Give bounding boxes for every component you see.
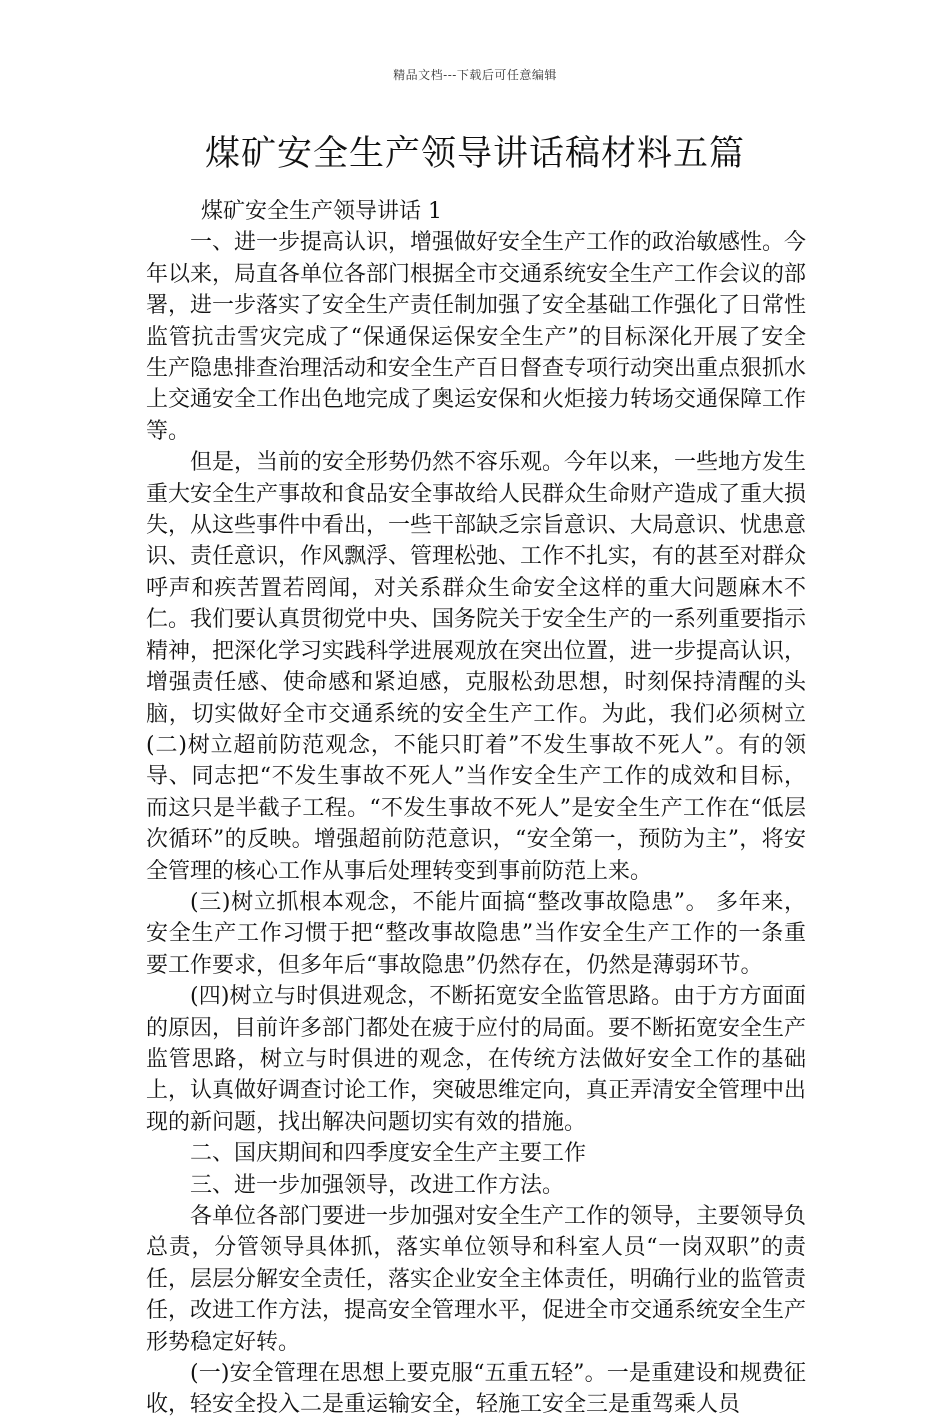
- document-title: 煤矿安全生产领导讲话稿材料五篇: [204, 134, 745, 174]
- paragraph: 一、进一步提高认识，增强做好安全生产工作的政治敏感性。今年以来，局直各单位各部门根据全市交通系统安全生产工作会议的部署，进一步落实了安全生产责任制加强了安全基础工作强化了日常性监管抗击雪灾完成了“保通保运保安全生产”的目标深化开展了安全生产隐患排查治理活动和安全生产百日督查专项行动突出重点狠抓水上交通安全工作出色地完成了奥运安保和火炬接力转场交通保障工作等。: [146, 230, 807, 444]
- paragraph: 各单位各部门要进一步加强对安全生产工作的领导，主要领导负总责，分管领导具体抓，落实单位领导和科室人员“一岗双职”的责任，层层分解安全责任，落实企业安全主体责任，明确行业的监管责任，改进工作方法，提高安全管理水平，促进全市交通系统安全生产形势稳定好转。: [146, 1204, 807, 1355]
- header-note: 精品文档---下载后可任意编辑: [393, 68, 557, 82]
- section-heading: 煤矿安全生产领导讲话 1: [201, 199, 442, 224]
- paragraph: 三、进一步加强领导，改进工作方法。: [190, 1172, 565, 1198]
- paragraph: (三)树立抓根本观念，不能片面搞“整改事故隐患”。 多年来，安全生产工作习惯于把“整改事故隐患”当作安全生产工作的一条重要工作要求，但多年后“事故隐患”仍然存在，仍然是薄弱环节。: [146, 889, 806, 978]
- paragraph: (四)树立与时俱进观念，不断拓宽安全监管思路。由于方方面面的原因，目前许多部门都处在疲于应付的局面。要不断拓宽安全生产监管思路，树立与时俱进的观念，在传统方法做好安全工作的基础上，认真做好调查讨论工作，突破思维定向，真正弄清安全管理中出现的新问题，找出解决问题切实有效的措施。: [146, 984, 807, 1135]
- paragraph: 二、国庆期间和四季度安全生产主要工作: [190, 1141, 587, 1167]
- paragraph: (一)安全管理在思想上要克服“五重五轻”。一是重建设和规费征收，轻安全投入二是重运输安全，轻施工安全三是重驾乘人员: [146, 1361, 806, 1418]
- paragraph: 但是，当前的安全形势仍然不容乐观。今年以来，一些地方发生重大安全生产事故和食品安全事故给人民群众生命财产造成了重大损失，从这些事件中看出，一些干部缺乏宗旨意识、大局意识、忧患意识、责任意识，作风飘浮、管理松弛、工作不扎实，有的甚至对群众呼声和疾苦置若罔闻，对关系群众生命安全这样的重大问题麻木不仁。我们要认真贯彻党中央、国务院关于安全生产的一系列重要指示精神，把深化学习实践科学进展观放在突出位置，进一步提高认识，增强责任感、使命感和紧迫感，克服松劲思想，时刻保持清醒的头脑，切实做好全市交通系统的安全生产工作。为此，我们必须树立(二)树立超前防范观念，不能只盯着”不发生事故不死人”。有的领导、同志把“不发生事故不死人”当作安全生产工作的成效和目标，而这只是半截子工程。“不发生事故不死人”是安全生产工作在“低层次循环”的反映。增强超前防范意识，“安全第一，预防为主”，将安全管理的核心工作从事后处理转变到事前防范上来。: [146, 450, 807, 884]
- document-body: [146, 196, 806, 1421]
